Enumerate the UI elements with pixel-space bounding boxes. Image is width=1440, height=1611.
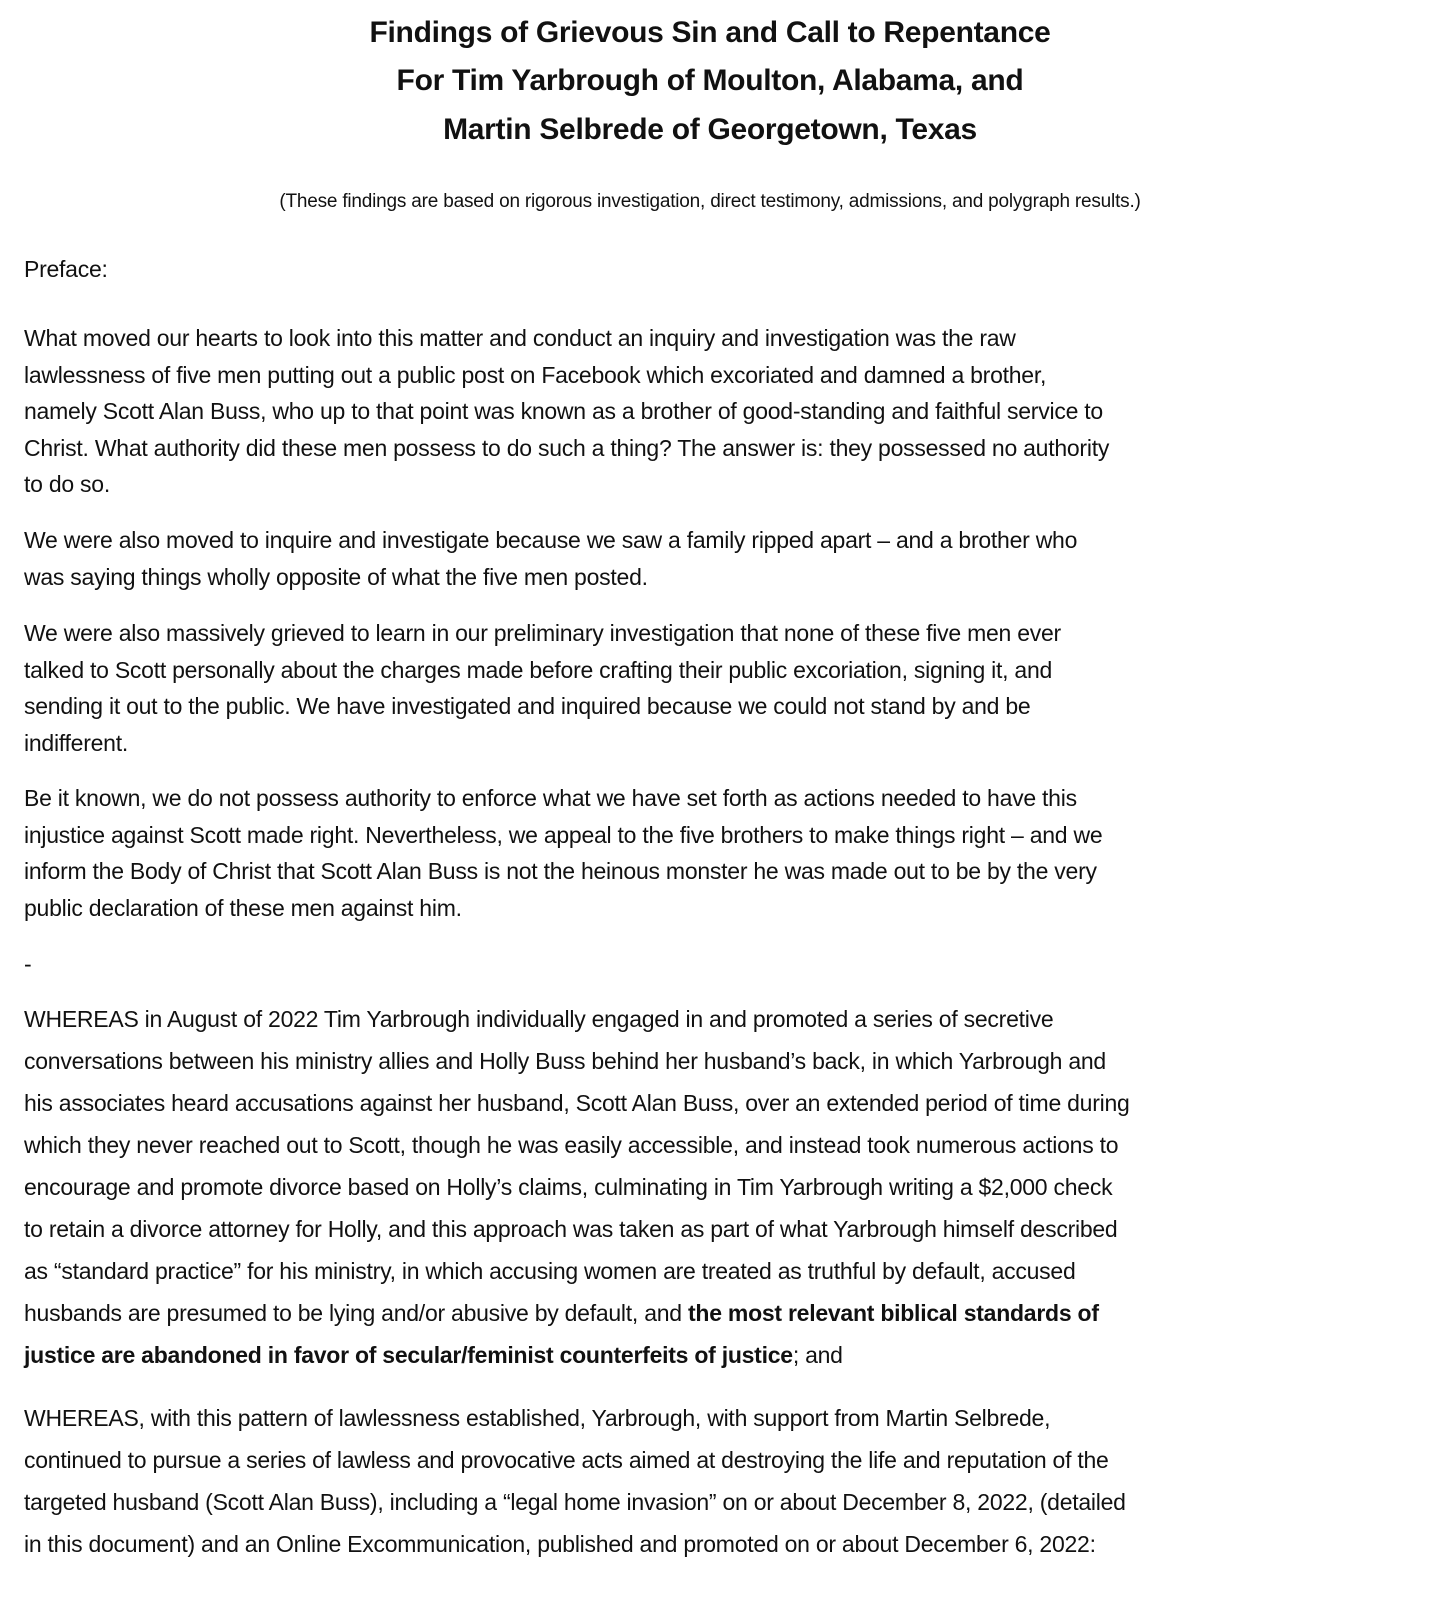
separator: [24, 946, 31, 983]
preface-label: [24, 251, 108, 288]
text-segment: WHEREAS, with this pattern of lawlessness established, Yarbrough, with support from Martin Selbrede,: [24, 1405, 1051, 1431]
whereas-line: [24, 1397, 1126, 1439]
whereas-line: [24, 1208, 1130, 1250]
title-line: For Tim Yarbrough of Moulton, Alabama, and: [396, 64, 1024, 97]
emphasized-text: the most relevant biblical standards of: [687, 1300, 1099, 1326]
preface-paragraph: [24, 320, 1109, 503]
text-segment: husbands are presumed to be lying and/or abusive by default, and: [24, 1300, 688, 1326]
whereas-line: [24, 1166, 1130, 1208]
paragraph-line: injustice against Scott made right. Nevertheless, we appeal to the five brothers to make things right – and we: [24, 821, 1103, 848]
preface-paragraph: [24, 522, 1077, 595]
whereas-line: [24, 1439, 1126, 1481]
preface-paragraph: [24, 615, 1061, 761]
paragraph-line: indifferent.: [24, 729, 128, 756]
whereas-line: [24, 1523, 1126, 1565]
paragraph-line: to do so.: [24, 471, 110, 497]
paragraph-line: was saying things wholly opposite of what the five men posted.: [24, 563, 648, 590]
paragraph-line: namely Scott Alan Buss, who up to that point was known as a brother of good-standing and faithful service to: [24, 398, 1103, 424]
paragraph-line: inform the Body of Christ that Scott Alan Buss is not the heinous monster he was made out to be by the very: [24, 858, 1097, 884]
text-segment: WHEREAS in August of 2022 Tim Yarbrough individually engaged in and promoted a series of secretive: [24, 1006, 1054, 1032]
text-segment: continued to pursue a series of lawless and provocative acts aimed at destroying the life and reputation of the: [24, 1447, 1109, 1473]
whereas-line: [24, 1481, 1126, 1523]
paragraph-line: We were also massively grieved to learn in our preliminary investigation that none of these five men ever: [24, 620, 1061, 646]
text-segment: as “standard practice” for his ministry, in which accusing women are treated as truthful by default, accused: [24, 1258, 1076, 1284]
paragraph-line: Christ. What authority did these men possess to do such a thing? The answer is: they possessed no authority: [24, 434, 1110, 461]
text-segment: conversations between his ministry allies and Holly Buss behind her husband’s back, in which Yarbrough and: [24, 1048, 1106, 1074]
whereas-line: [24, 1292, 1130, 1334]
paragraph-line: talked to Scott personally about the charges made before crafting their public excoriation, signing it, and: [24, 656, 1053, 683]
paragraph-line: lawlessness of five men putting out a public post on Facebook which excoriated and damned a brother,: [24, 361, 1047, 388]
document-subtitle: (These findings are based on rigorous investigation, direct testimony, admissions, and polygraph results.): [279, 191, 1141, 212]
whereas-clause: [24, 998, 1130, 1376]
preface-paragraph: [24, 780, 1102, 926]
text-segment: to retain a divorce attorney for Holly, and this approach was taken as part of what Yarbrough himself described: [24, 1216, 1118, 1242]
whereas-line: [24, 1040, 1130, 1082]
text-segment: ; and: [792, 1342, 843, 1368]
text-segment: which they never reached out to Scott, though he was easily accessible, and instead took numerous actions to: [24, 1132, 1119, 1158]
whereas-line: [24, 1334, 1130, 1376]
text-segment: his associates heard accusations against her husband, Scott Alan Buss, over an extended period of time during: [24, 1090, 1130, 1116]
whereas-line: [24, 1082, 1130, 1124]
preface-label-text: Preface:: [24, 256, 108, 282]
whereas-clause: [24, 1397, 1126, 1565]
emphasized-text: justice are abandoned in favor of secular/feminist counterfeits of justice: [24, 1342, 793, 1368]
whereas-line: [24, 998, 1130, 1040]
paragraph-line: sending it out to the public. We have investigated and inquired because we could not stand by and be: [24, 693, 1031, 719]
paragraph-line: public declaration of these men against him.: [24, 894, 462, 921]
text-segment: encourage and promote divorce based on Holly’s claims, culminating in Tim Yarbrough writing a $2,000 check: [24, 1174, 1113, 1200]
paragraph-line: We were also moved to inquire and investigate because we saw a family ripped apart – and a brother who: [24, 527, 1078, 553]
separator-text: -: [24, 951, 32, 977]
text-segment: targeted husband (Scott Alan Buss), including a “legal home invasion” on or about December 8, 2022, (detailed: [24, 1489, 1126, 1515]
whereas-line: [24, 1250, 1130, 1292]
whereas-line: [24, 1124, 1130, 1166]
paragraph-line: What moved our hearts to look into this matter and conduct an inquiry and investigation was the raw: [24, 325, 1016, 351]
title-line: Martin Selbrede of Georgetown, Texas: [443, 113, 977, 146]
paragraph-line: Be it known, we do not possess authority to enforce what we have set forth as actions needed to have this: [24, 785, 1077, 811]
text-segment: in this document) and an Online Excommunication, published and promoted on or about December 6, 2022:: [24, 1531, 1096, 1557]
title-line: Findings of Grievous Sin and Call to Repentance: [369, 16, 1051, 49]
